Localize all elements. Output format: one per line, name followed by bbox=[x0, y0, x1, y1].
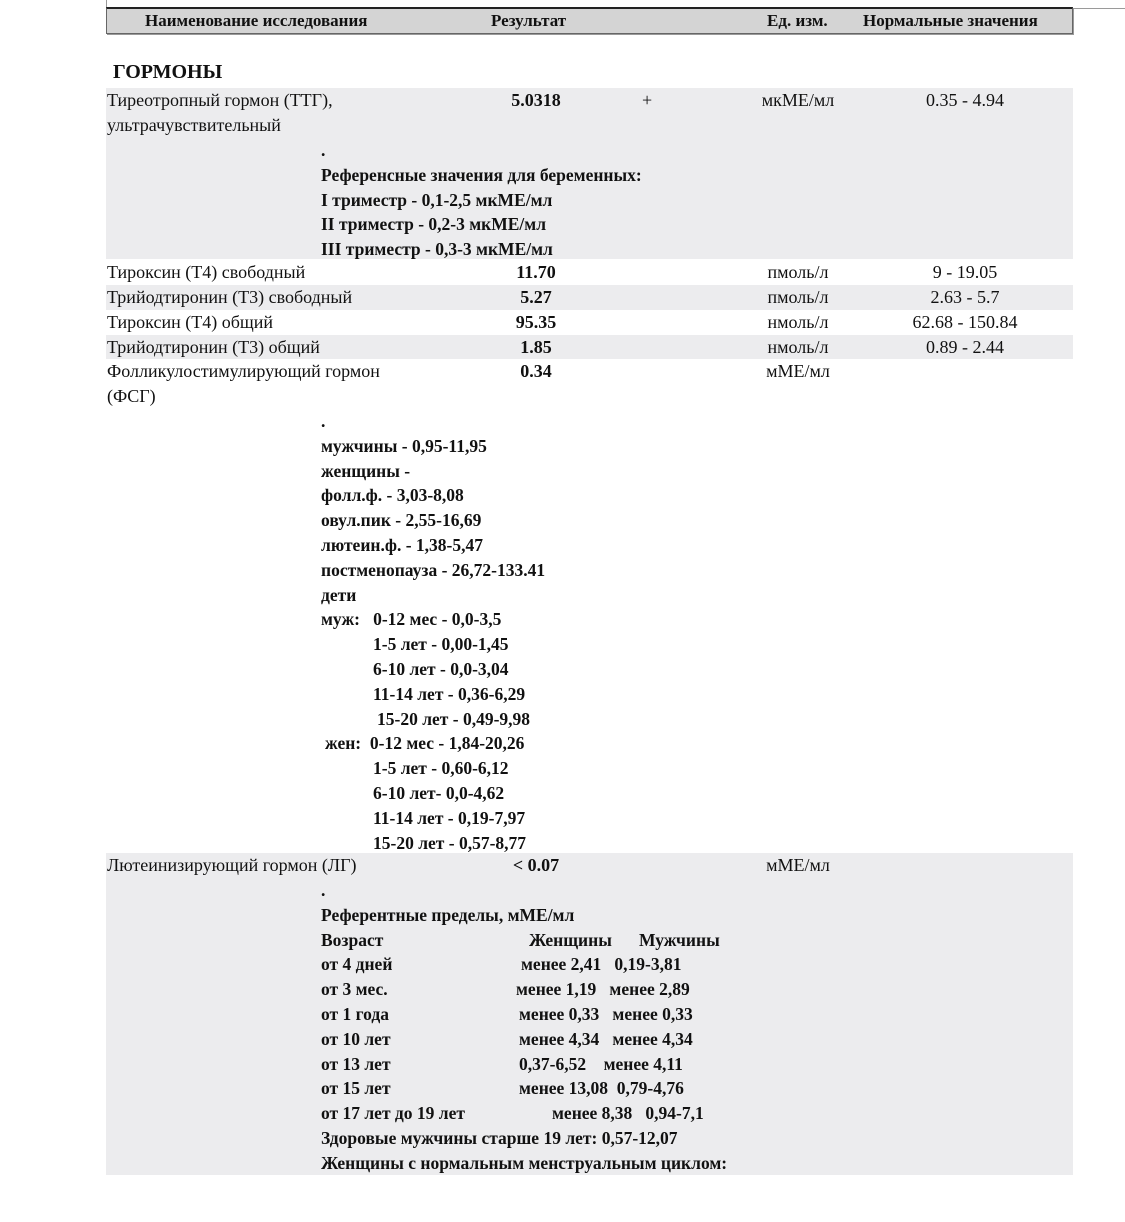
reference-table-row bbox=[321, 977, 727, 1002]
note-line: постменопауза - 26,72-133.41 bbox=[321, 559, 546, 580]
table-row-tt4 bbox=[106, 310, 1073, 335]
range-values: 0,37-6,52 менее 4,11 bbox=[519, 1053, 683, 1074]
note-line: Референсные значения для беременных: bbox=[321, 164, 642, 185]
range-values: менее 1,19 менее 2,89 bbox=[516, 979, 690, 1000]
test-result: 1.85 bbox=[520, 337, 552, 357]
note-line: мужчины - 0,95-11,95 bbox=[321, 435, 487, 456]
note-line: II триместр - 0,2-3 мкМЕ/мл bbox=[321, 214, 547, 235]
age: от 4 дней bbox=[321, 954, 393, 975]
reference-table-row bbox=[321, 1101, 727, 1126]
abnormal-flag: + bbox=[642, 90, 653, 110]
table-header bbox=[106, 7, 1073, 34]
note-title: Референтные пределы, мМЕ/мл bbox=[321, 904, 575, 925]
test-name: Лютеинизирующий гормон (ЛГ) bbox=[107, 855, 357, 875]
note-line: жен: 0-12 мес - 1,84-20,26 bbox=[325, 733, 525, 754]
note-line: . bbox=[321, 140, 326, 160]
test-name: Трийодтиронин (Т3) свободный bbox=[107, 287, 353, 307]
note-line: Женщины с нормальным менструальным циклом: bbox=[321, 1152, 728, 1173]
test-name-cont: (ФСГ) bbox=[107, 386, 156, 406]
test-name: Фолликулостимулирующий гормон bbox=[107, 361, 380, 381]
note-line: 15-20 лет - 0,49-9,98 bbox=[377, 708, 531, 729]
note-line: женщины - bbox=[321, 460, 411, 481]
age: от 17 лет до 19 лет bbox=[321, 1103, 465, 1124]
note-line: фолл.ф. - 3,03-8,08 bbox=[321, 485, 464, 506]
note-line: дети bbox=[321, 584, 357, 605]
note-line: 15-20 лет - 0,57-8,77 bbox=[373, 832, 527, 853]
table-row-ft4 bbox=[106, 260, 1073, 285]
note-line: III триместр - 0,3-3 мкМЕ/мл bbox=[321, 239, 553, 260]
range-values: менее 8,38 0,94-7,1 bbox=[552, 1103, 704, 1124]
age: от 3 мес. bbox=[321, 979, 388, 1000]
reference-table-row bbox=[321, 952, 727, 977]
reference-note bbox=[321, 409, 545, 855]
test-unit: нмоль/л bbox=[767, 312, 829, 332]
test-unit: мМЕ/мл bbox=[766, 855, 830, 875]
test-name-cont: ультрачувствительный bbox=[107, 115, 281, 135]
age: от 1 года bbox=[321, 1003, 389, 1024]
test-unit: пмоль/л bbox=[767, 262, 829, 282]
table-row-tt3 bbox=[106, 335, 1073, 359]
col-age: Возраст bbox=[321, 929, 384, 950]
note-line: . bbox=[321, 411, 326, 431]
note-line: 1-5 лет - 0,60-6,12 bbox=[373, 758, 509, 779]
range-values: менее 2,41 0,19-3,81 bbox=[521, 954, 682, 975]
header-unit: Ед. изм. bbox=[767, 11, 828, 30]
section-title: ГОРМОНЫ bbox=[113, 61, 223, 83]
range-values: менее 4,34 менее 4,34 bbox=[519, 1028, 693, 1049]
age: от 13 лет bbox=[321, 1053, 391, 1074]
test-norm: 62.68 - 150.84 bbox=[912, 312, 1018, 332]
table-row-ft3 bbox=[106, 285, 1073, 310]
test-norm: 2.63 - 5.7 bbox=[930, 287, 1000, 307]
test-unit: мкМЕ/мл bbox=[761, 90, 835, 110]
test-result: < 0.07 bbox=[512, 855, 560, 875]
test-unit: нмоль/л bbox=[767, 337, 829, 357]
note-line: 1-5 лет - 0,00-1,45 bbox=[373, 634, 509, 655]
table-row-tsh bbox=[106, 88, 1073, 259]
header-norm: Нормальные значения bbox=[863, 11, 1038, 30]
reference-table-row bbox=[321, 1076, 727, 1101]
reference-table-row bbox=[321, 1052, 727, 1077]
note-line: I триместр - 0,1-2,5 мкМЕ/мл bbox=[321, 189, 553, 210]
note-line: 6-10 лет- 0,0-4,62 bbox=[373, 782, 505, 803]
test-result: 5.0318 bbox=[511, 90, 561, 110]
reference-note bbox=[321, 878, 727, 1176]
test-unit: мМЕ/мл bbox=[766, 361, 830, 381]
age: от 10 лет bbox=[321, 1028, 391, 1049]
note-line: Здоровые мужчины старше 19 лет: 0,57-12,07 bbox=[321, 1127, 678, 1148]
test-name: Тироксин (Т4) свободный bbox=[107, 262, 306, 282]
header-name: Наименование исследования bbox=[145, 11, 368, 30]
note-line: 11-14 лет - 0,36-6,29 bbox=[373, 683, 526, 704]
test-norm: 0.89 - 2.44 bbox=[926, 337, 1004, 357]
col-women: Женщины bbox=[529, 929, 612, 950]
test-result: 95.35 bbox=[515, 312, 557, 332]
test-unit: пмоль/л bbox=[767, 287, 829, 307]
test-name: Тиреотропный гормон (ТТГ), bbox=[107, 90, 333, 110]
note-line: 11-14 лет - 0,19-7,97 bbox=[373, 807, 526, 828]
note-line: . bbox=[321, 880, 326, 900]
range-values: менее 0,33 менее 0,33 bbox=[519, 1003, 693, 1024]
reference-note bbox=[321, 138, 642, 262]
test-name: Трийодтиронин (Т3) общий bbox=[107, 337, 320, 357]
range-values: менее 13,08 0,79-4,76 bbox=[519, 1078, 684, 1099]
header-result: Результат bbox=[491, 11, 567, 30]
note-line: муж: 0-12 мес - 0,0-3,5 bbox=[321, 609, 502, 630]
age: от 15 лет bbox=[321, 1078, 391, 1099]
reference-table-row bbox=[321, 1002, 727, 1027]
reference-table-row bbox=[321, 1027, 727, 1052]
test-norm: 9 - 19.05 bbox=[932, 262, 998, 282]
note-line: лютеин.ф. - 1,38-5,47 bbox=[321, 534, 484, 555]
col-men: Мужчины bbox=[639, 929, 720, 950]
note-line: 6-10 лет - 0,0-3,04 bbox=[373, 658, 509, 679]
test-result: 0.34 bbox=[520, 361, 552, 381]
test-name: Тироксин (Т4) общий bbox=[107, 312, 273, 332]
reference-table-header bbox=[321, 928, 727, 953]
table-row-lh bbox=[106, 853, 1073, 1175]
test-result: 11.70 bbox=[516, 262, 556, 282]
test-result: 5.27 bbox=[520, 287, 552, 307]
table-row-fsh bbox=[106, 359, 1073, 853]
test-norm: 0.35 - 4.94 bbox=[926, 90, 1004, 110]
note-line: овул.пик - 2,55-16,69 bbox=[321, 510, 482, 531]
